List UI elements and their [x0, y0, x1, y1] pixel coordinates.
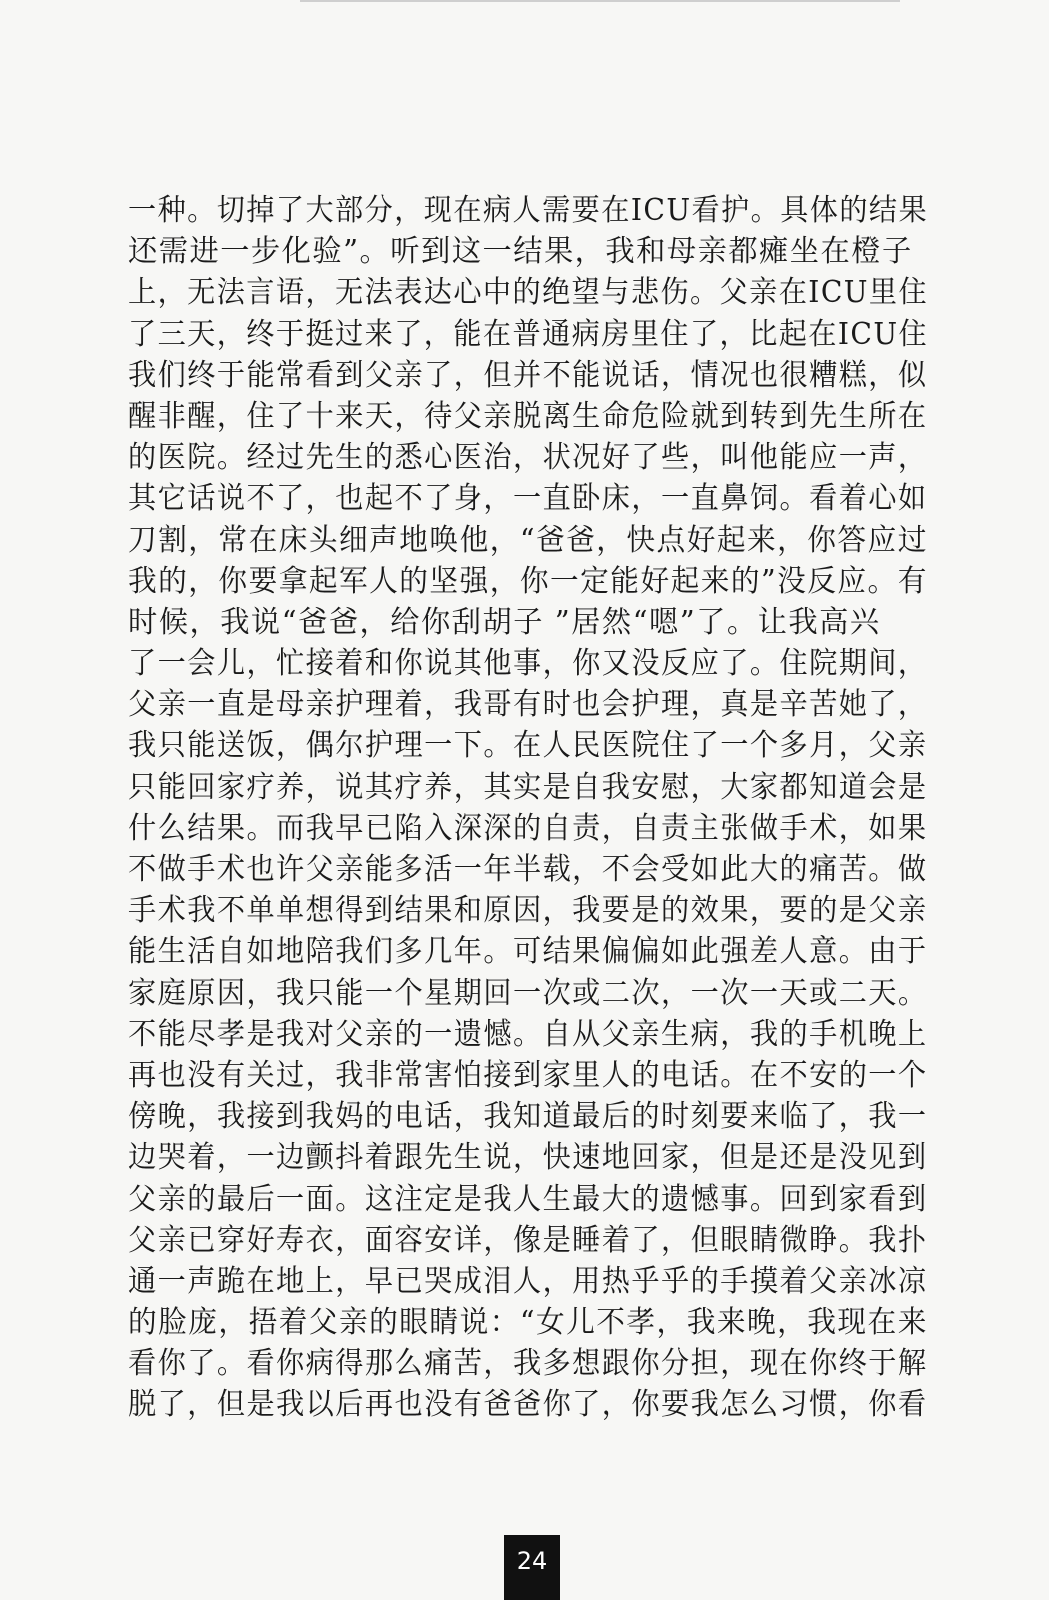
text-line: 其它话说不了，也起不了身，一直卧床，一直鼻饲。看着心如: [128, 481, 928, 517]
text-line: 还需进一步化验”。听到这一结果，我和母亲都瘫坐在橙子: [128, 234, 913, 270]
text-line: 的脸庞，捂着父亲的眼睛说：“女儿不孝，我来晚，我现在来: [128, 1305, 928, 1341]
text-line: 再也没有关过，我非常害怕接到家里人的电话。在不安的一个: [128, 1057, 928, 1093]
text-line: 我只能送饭，偶尔护理一下。在人民医院住了一个多月，父亲: [128, 728, 928, 764]
text-line: 父亲的最后一面。这注定是我人生最大的遗憾事。回到家看到: [128, 1181, 928, 1217]
text-line: 父亲一直是母亲护理着，我哥有时也会护理，真是辛苦她了，: [128, 687, 928, 723]
text-line: 了一会儿，忙接着和你说其他事，你又没反应了。住院期间，: [128, 646, 928, 682]
text-line: 不做手术也许父亲能多活一年半载，不会受如此大的痛苦。做: [128, 852, 928, 887]
text-line: 能生活自如地陪我们多几年。可结果偏偏如此强差人意。由于: [128, 934, 928, 970]
text-line: 看你了。看你病得那么痛苦，我多想跟你分担，现在你终于解: [128, 1346, 928, 1382]
text-line: 时候，我说“爸爸，给你刮胡子 ”居然“嗯”了。让我高兴: [128, 604, 881, 640]
text-line: 不能尽孝是我对父亲的一遗憾。自从父亲生病，我的手机晚上: [128, 1016, 928, 1052]
text-line: 了三天，终于挺过来了，能在普通病房里住了，比起在ICU住: [128, 316, 929, 352]
text-line: 手术我不单单想得到结果和原因，我要是的效果，要的是父亲: [128, 893, 928, 929]
body-text: [128, 190, 948, 1426]
text-line: 我们终于能常看到父亲了，但并不能说话，情况也很糟糕，似: [128, 357, 928, 393]
text-line: 脱了，但是我以后再也没有爸爸你了，你要我怎么习惯，你看: [128, 1387, 928, 1423]
text-line: 的医院。经过先生的悉心医治，状况好了些，叫他能应一声，: [128, 440, 928, 476]
text-line: 父亲已穿好寿衣，面容安详，像是睡着了，但眼睛微睁。我扑: [128, 1222, 928, 1258]
text-line: 上，无法言语，无法表达心中的绝望与悲伤。父亲在ICU里住: [128, 275, 929, 311]
text-line: 家庭原因，我只能一个星期回一次或二次，一次一天或二天。: [128, 975, 928, 1011]
text-line: 通一声跪在地上，早已哭成泪人，用热乎乎的手摸着父亲冰凉: [128, 1263, 928, 1299]
text-line: 醒非醒，住了十来天，待父亲脱离生命危险就到转到先生所在: [128, 398, 928, 434]
page-number: 24: [504, 1535, 560, 1600]
text-line: 我的，你要拿起军人的坚强，你一定能好起来的”没反应。有: [128, 563, 928, 599]
text-line: 刀割，常在床头细声地唤他，“爸爸，快点好起来，你答应过: [128, 522, 928, 558]
scan-edge-line: [300, 0, 900, 2]
text-line: 傍晚，我接到我妈的电话，我知道最后的时刻要来临了，我一: [128, 1099, 928, 1135]
text-line: 一种。切掉了大部分，现在病人需要在ICU看护。具体的结果: [128, 193, 929, 228]
text-line: 边哭着，一边颤抖着跟先生说，快速地回家，但是还是没见到: [128, 1140, 928, 1176]
text-line: 只能回家疗养，说其疗养，其实是自我安慰，大家都知道会是: [128, 769, 928, 805]
text-line: 什么结果。而我早已陷入深深的自责，自责主张做手术，如果: [128, 810, 928, 846]
